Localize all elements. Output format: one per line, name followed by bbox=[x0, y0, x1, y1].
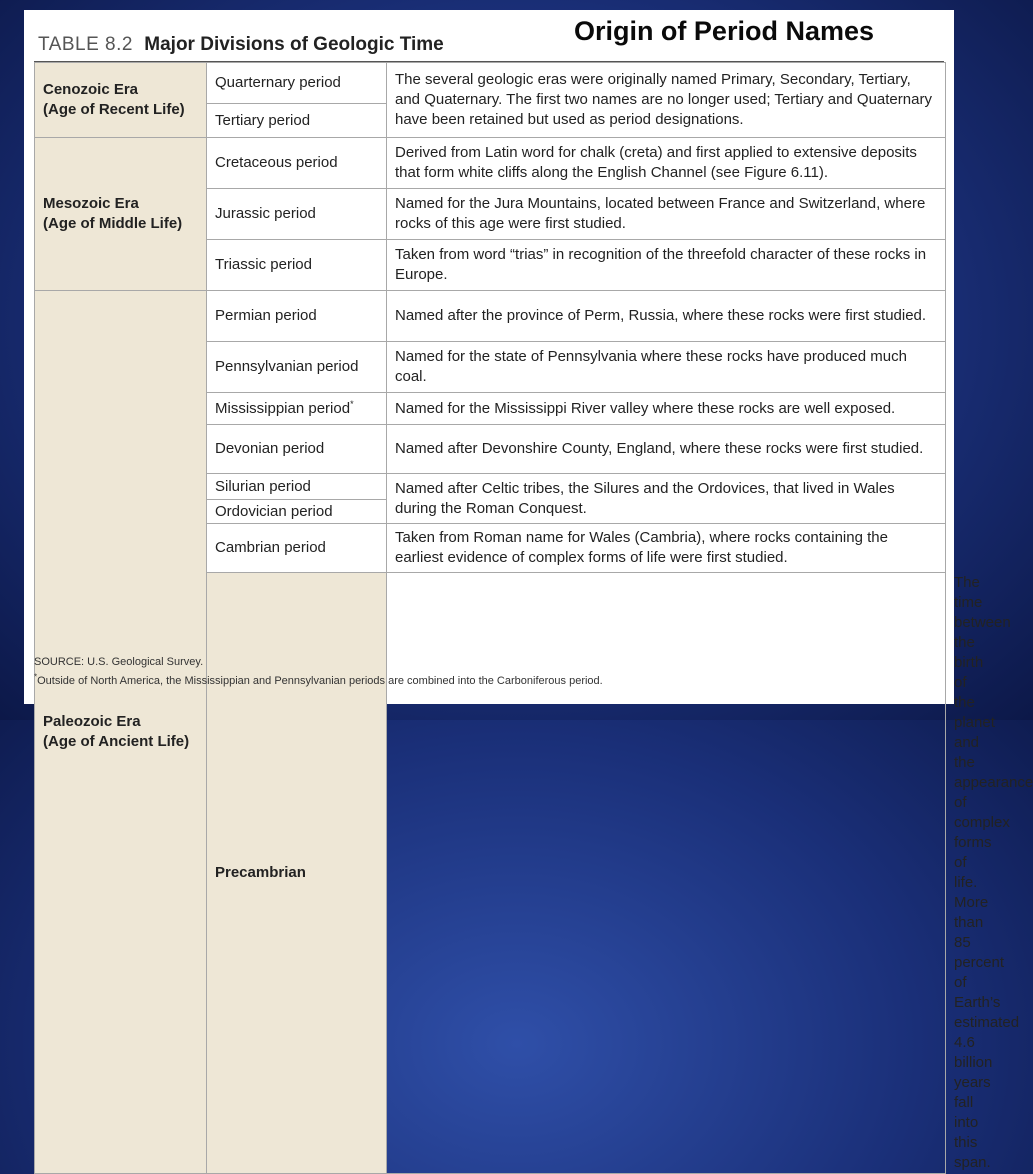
description-cell: The several geologic eras were originally named Primary, Secondary, Tertiary, and Quaternary. The first two names are no longer used; Tertiary and Quaternary have been retained but used as period designations. bbox=[387, 63, 946, 138]
period-name: Cretaceous period bbox=[215, 154, 338, 171]
table-row: Precambrian The time between the birth of the planet and the appearance of complex forms of life. More than 85 percent of Earth’s estimated 4.6 billion years fall into this span. bbox=[35, 573, 946, 1174]
geologic-time-table bbox=[34, 62, 1033, 1174]
era-name: Mesozoic Era bbox=[43, 195, 139, 212]
period-name: Mississippian period bbox=[215, 399, 351, 417]
period-cell bbox=[207, 240, 387, 291]
period-name: Ordovician period bbox=[215, 502, 333, 520]
era-cell-precambrian bbox=[207, 573, 387, 1174]
period-cell bbox=[207, 189, 387, 240]
period-cell bbox=[207, 524, 387, 573]
description-cell: Named for the Jura Mountains, located between France and Switzerland, where rocks of this age were first studied. bbox=[387, 189, 946, 240]
period-name: Devonian period bbox=[215, 440, 325, 457]
era-subtitle: (Age of Middle Life) bbox=[43, 215, 183, 232]
description-cell: Named after the province of Perm, Russia, where these rocks were first studied. bbox=[387, 291, 946, 342]
table-source: SOURCE: U.S. Geological Survey. bbox=[34, 656, 204, 668]
period-cell bbox=[207, 63, 387, 104]
table-title: Major Divisions of Geologic Time bbox=[144, 34, 444, 55]
period-cell bbox=[207, 291, 387, 342]
slide-title: Origin of Period Names bbox=[573, 16, 874, 46]
table-caption bbox=[38, 34, 444, 56]
table-row bbox=[35, 63, 946, 104]
period-cell bbox=[207, 342, 387, 393]
period-cell bbox=[207, 425, 387, 474]
period-name: Tertiary period bbox=[215, 111, 311, 129]
period-name: Silurian period bbox=[215, 477, 311, 495]
era-name: Cenozoic Era bbox=[43, 81, 139, 98]
period-cell bbox=[207, 474, 387, 500]
description-cell: Named for the Mississippi River valley where these rocks are well exposed. bbox=[387, 393, 946, 425]
period-cell-empty bbox=[387, 573, 946, 1174]
era-cell-mesozoic bbox=[35, 138, 207, 291]
period-name: Jurassic period bbox=[215, 205, 316, 222]
description-cell: Named after Devonshire County, England, where these rocks were first studied. bbox=[387, 425, 946, 474]
era-name: Precambrian bbox=[215, 864, 306, 881]
description-cell: Named after Celtic tribes, the Silures and the Ordovices, that lived in Wales during the Roman Conquest. bbox=[387, 474, 946, 524]
period-cell bbox=[207, 393, 387, 425]
table-footnote bbox=[34, 672, 603, 687]
era-subtitle: (Age of Ancient Life) bbox=[43, 733, 190, 750]
era-name: Paleozoic Era bbox=[43, 713, 141, 730]
period-cell bbox=[207, 104, 387, 138]
period-name: Pennsylvanian period bbox=[215, 358, 359, 375]
description-cell: Taken from word “trias” in recognition of the threefold character of these rocks in Europe. bbox=[387, 240, 946, 291]
era-subtitle: (Age of Recent Life) bbox=[43, 101, 185, 118]
footnote-text: Outside of North America, the Mississippian and Pennsylvanian periods are combined into the Carboniferous period. bbox=[37, 675, 603, 687]
period-cell bbox=[207, 138, 387, 189]
period-name: Permian period bbox=[215, 307, 317, 324]
table-panel bbox=[24, 10, 1033, 1171]
footnote-marker: * bbox=[350, 398, 354, 409]
period-name: Triassic period bbox=[215, 256, 312, 273]
footnote-marker: * bbox=[34, 672, 38, 682]
table-number: TABLE 8.2 bbox=[38, 34, 133, 55]
table-row bbox=[35, 138, 946, 189]
description-cell: Named for the state of Pennsylvania where these rocks have produced much coal. bbox=[387, 342, 946, 393]
description-cell: Derived from Latin word for chalk (creta) and first applied to extensive deposits that form white cliffs along the English Channel (see Figure 6.11). bbox=[387, 138, 946, 189]
period-name: Cambrian period bbox=[215, 539, 326, 556]
period-name: Quarternary period bbox=[215, 74, 341, 91]
description-cell: Taken from Roman name for Wales (Cambria), where rocks containing the earliest evidence of complex forms of life were first studied. bbox=[387, 524, 946, 573]
era-cell-paleozoic bbox=[35, 291, 207, 1174]
period-cell bbox=[207, 500, 387, 524]
table-row bbox=[35, 291, 946, 342]
era-cell-cenozoic bbox=[35, 63, 207, 138]
